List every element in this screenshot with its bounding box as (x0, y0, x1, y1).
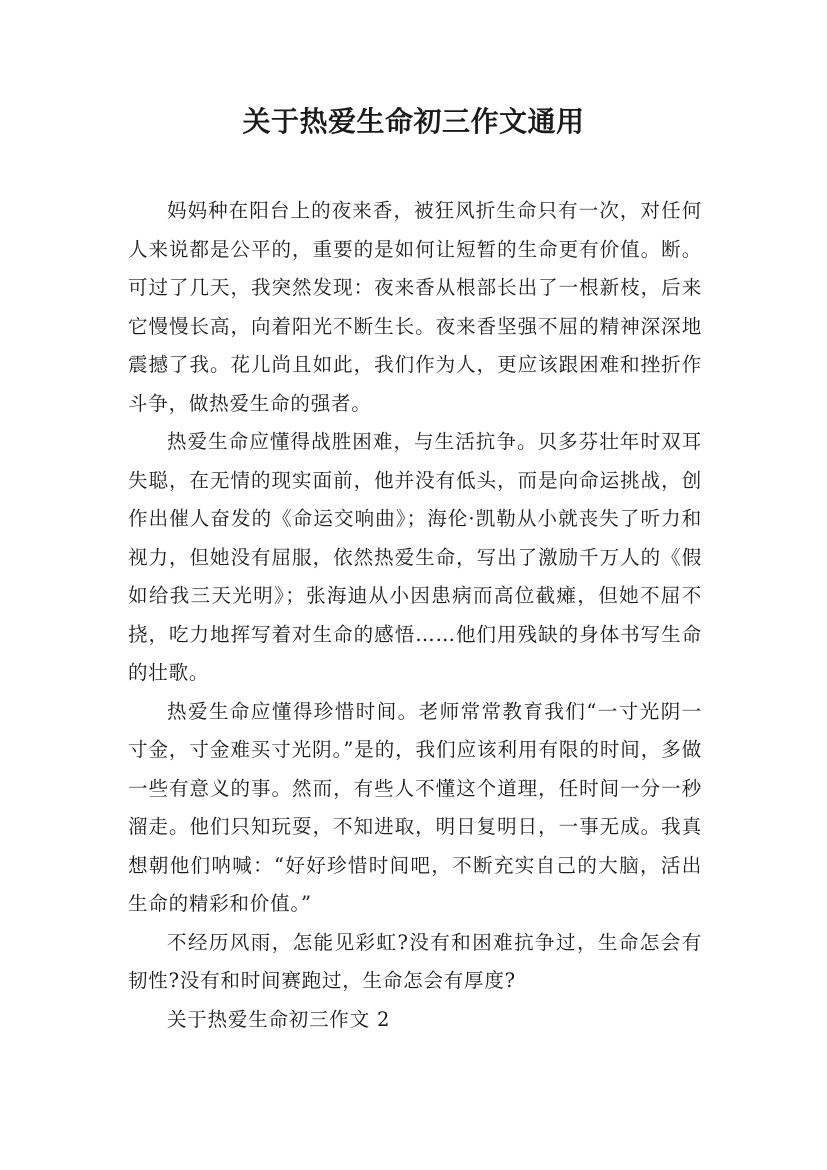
paragraph: 妈妈种在阳台上的夜来香，被狂风折生命只有一次，对任何人来说都是公平的，重要的是如何让短暂的生命更有价值。断。可过了几天，我突然发现：夜来香从根部长出了一根新枝，后来它慢慢长高，向着阳光不断生长。夜来香坚强不屈的精神深深地震撼了我。花儿尚且如此，我们作为人，更应该跟困难和挫折作斗争，做热爱生命的强者。 (128, 199, 702, 415)
document-body (128, 192, 702, 1039)
paragraph: 热爱生命应懂得珍惜时间。老师常常教育我们“一寸光阴一寸金，寸金难买寸光阴。”是的，我们应该利用有限的时间，多做一些有意义的事。然而，有些人不懂这个道理，任时间一分一秒溜走。他们只知玩耍，不知进取，明日复明日，一事无成。我真想朝他们呐喊：“好好珍惜时间吧，不断充实自己的大脑，活出生命的精彩和价值。” (128, 699, 702, 915)
section-heading: 关于热爱生命初三作文 2 (167, 1007, 391, 1031)
paragraph: 不经历风雨，怎能见彩虹?没有和困难抗争过，生命怎会有韧性?没有和时间赛跑过，生命怎会有厚度? (128, 930, 702, 992)
document-title: 关于热爱生命初三作文通用 (242, 105, 585, 138)
paragraph: 热爱生命应懂得战胜困难，与生活抗争。贝多芬壮年时双耳失聪，在无情的现实面前，他并没有低头，而是向命运挑战，创作出催人奋发的《命运交响曲》；海伦·凯勒从小就丧失了听力和视力，但她没有屈服，依然热爱生命，写出了激励千万人的《假如给我三天光明》；张海迪从小因患病而高位截瘫，但她不屈不挠，吃力地挥写着对生命的感悟……他们用残缺的身体书写生命的壮歌。 (128, 430, 702, 684)
